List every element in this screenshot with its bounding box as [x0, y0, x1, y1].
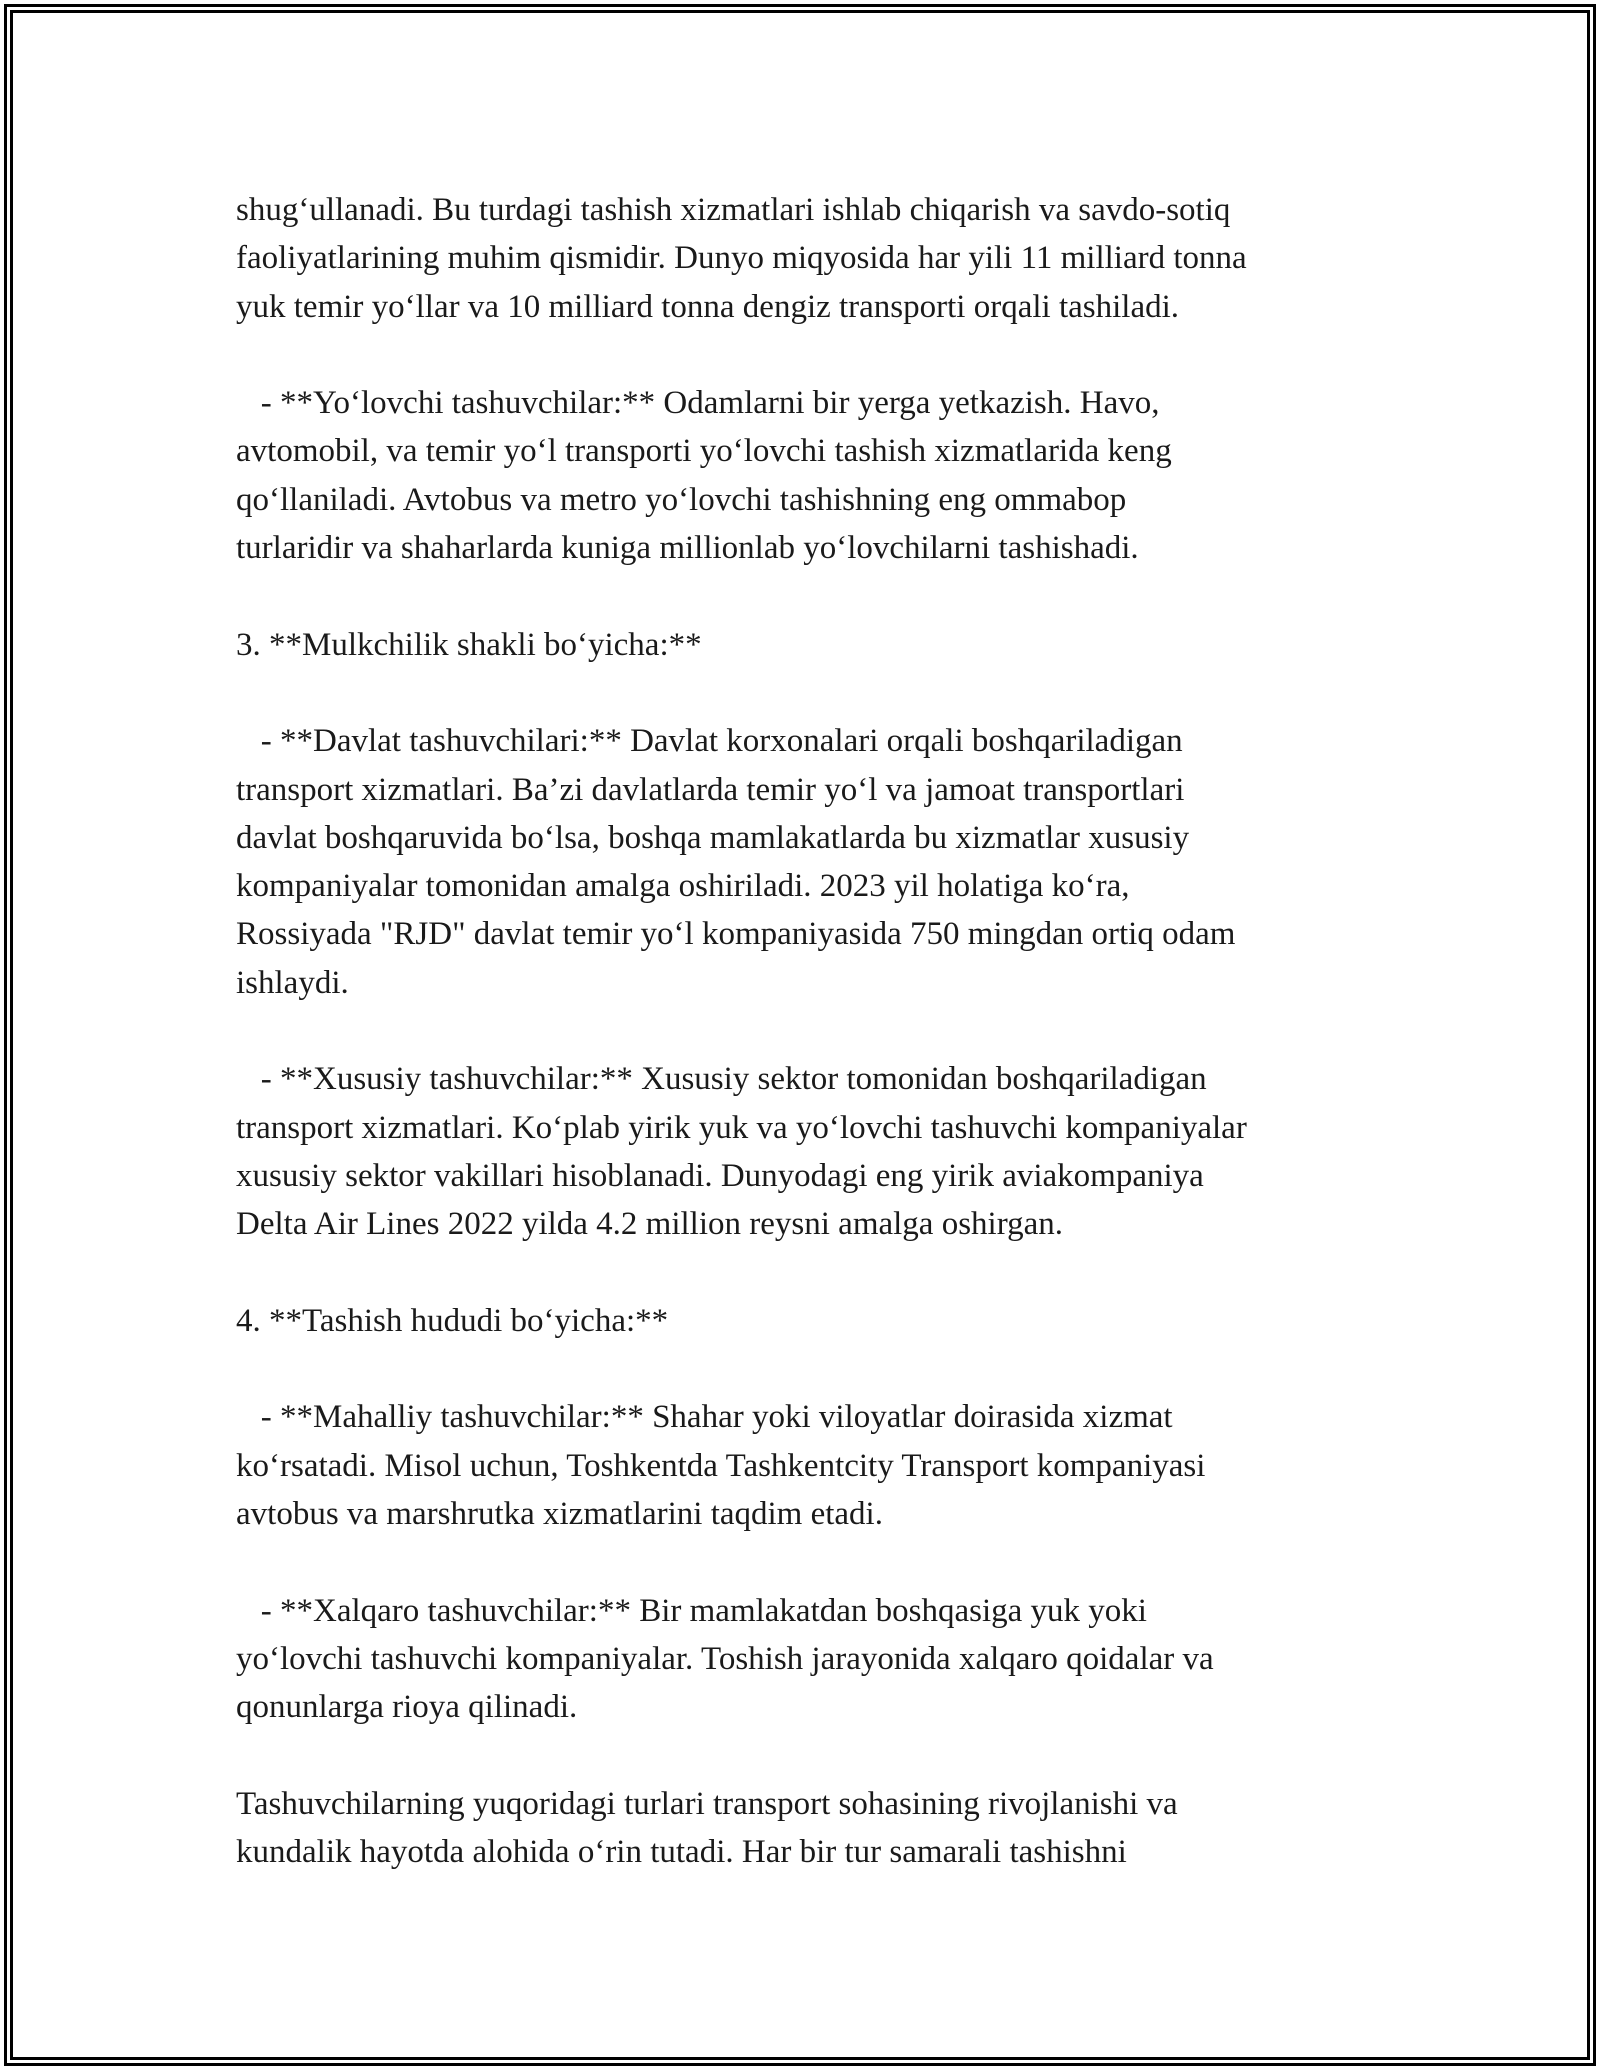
paragraph-international-carriers: - **Xalqaro tashuvchilar:** Bir mamlakatdan boshqasiga yuk yoki yo‘lovchi tashuvchi kompaniyalar. Toshish jarayonida xalqaro qoidalar va qonunlarga rioya qilinadi.: [236, 1592, 1214, 1726]
heading-transport-area: 4. **Tashish hududi bo‘yicha:**: [236, 1302, 669, 1339]
paragraph-conclusion: Tashuvchilarning yuqoridagi turlari transport sohasining rivojlanishi va kundalik hayotda alohida o‘rin tutadi. Har bir tur samarali tashishni: [236, 1785, 1178, 1871]
paragraph-state-carriers: - **Davlat tashuvchilari:** Davlat korxonalari orqali boshqariladigan transport xizmatlari. Ba’zi davlatlarda temir yo‘l va jamoat transportlari davlat boshqaruvida bo‘lsa, boshqa mamlakatlarda bu xizmatlar xususiy kompaniyalar tomonidan amalga oshiriladi. 2023 yil holatiga ko‘ra, Rossiyada "RJD" davlat temir yo‘l kompaniyasida 750 mingdan ortiq odam ishlaydi.: [236, 723, 1236, 1001]
paragraph-local-carriers: - **Mahalliy tashuvchilar:** Shahar yoki viloyatlar doirasida xizmat ko‘rsatadi. Misol uchun, Toshkentda Tashkentcity Transport kompaniyasi avtobus va marshrutka xizmatlarini taqdim etadi.: [236, 1399, 1206, 1533]
paragraph-private-carriers: - **Xususiy tashuvchilar:** Xususiy sektor tomonidan boshqariladigan transport xizmatlari. Ko‘plab yirik yuk va yo‘lovchi tashuvchi kompaniyalar xususiy sektor vakillari hisoblanadi. Dunyodagi eng yirik aviakompaniya Delta Air Lines 2022 yilda 4.2 million reysni amalga oshirgan.: [236, 1061, 1247, 1243]
paragraph-passenger-carriers: - **Yo‘lovchi tashuvchilar:** Odamlarni bir yerga yetkazish. Havo, avtomobil, va temir yo‘l transporti yo‘lovchi tashish xizmatlarida keng qo‘llaniladi. Avtobus va metro yo‘lovchi tashishning eng ommabop turlaridir va shaharlarda kuniga millionlab yo‘lovchilarni tashishadi.: [236, 385, 1172, 567]
paragraph-freight-intro: shug‘ullanadi. Bu turdagi tashish xizmatlari ishlab chiqarish va savdo-sotiq faoliyatlarining muhim qismidir. Dunyo miqyosida har yili 11 milliard tonna yuk temir yo‘llar va 10 milliard tonna dengiz transporti orqali tashiladi.: [236, 192, 1247, 325]
document-body: [236, 186, 1396, 1876]
heading-ownership: 3. **Mulkchilik shakli bo‘yicha:**: [236, 626, 702, 663]
